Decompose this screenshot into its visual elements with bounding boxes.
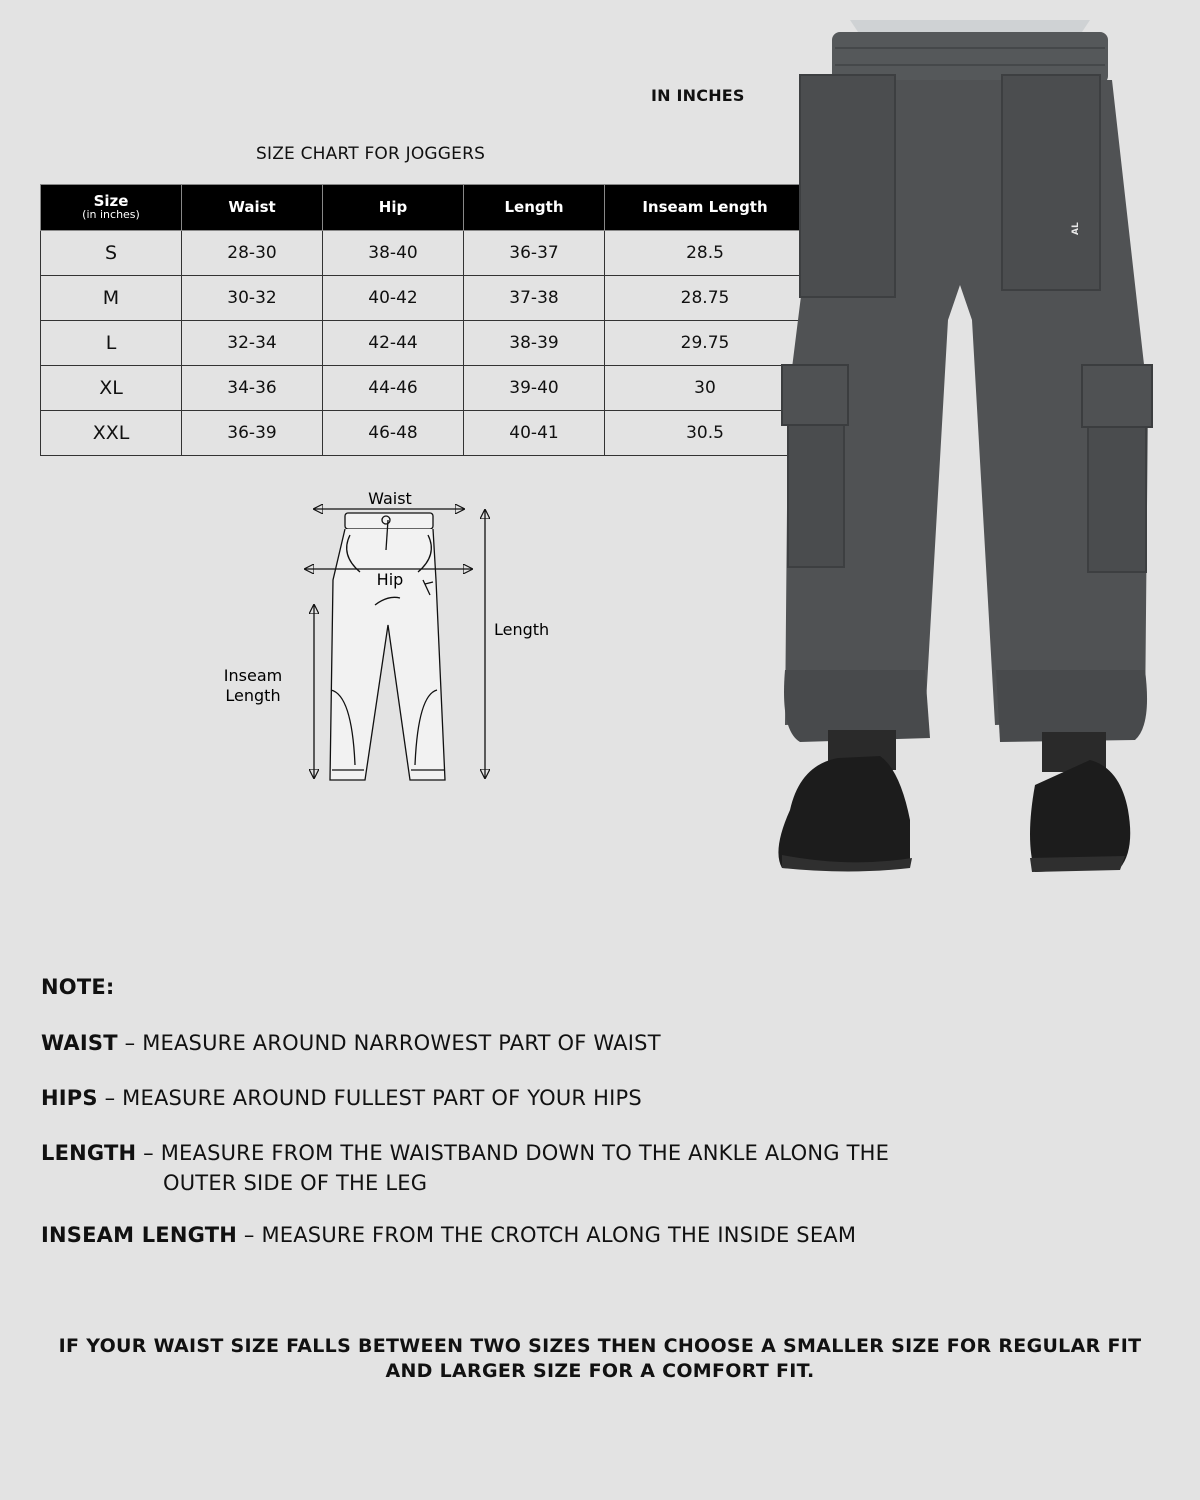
hip-cell: 46-48 (323, 411, 464, 456)
note-inseam (41, 1223, 856, 1247)
note-term: HIPS (41, 1086, 98, 1110)
waist-label: Waist (368, 489, 412, 508)
length-cell: 36-37 (464, 231, 605, 276)
sneakers-image (778, 730, 1130, 872)
note-term: LENGTH (41, 1141, 137, 1165)
measurement-diagram (200, 480, 580, 800)
size-cell: L (41, 321, 182, 366)
hip-cell: 38-40 (323, 231, 464, 276)
note-term: INSEAM LENGTH (41, 1223, 237, 1247)
note-desc: – MEASURE AROUND NARROWEST PART OF WAIST (117, 1031, 661, 1055)
length-cell: 39-40 (464, 366, 605, 411)
fit-advice: IF YOUR WAIST SIZE FALLS BETWEEN TWO SIZES THEN CHOOSE A SMALLER SIZE FOR REGULAR FIT AND LARGER SIZE FOR A COMFORT FIT. (58, 1335, 1142, 1382)
length-cell: 40-41 (464, 411, 605, 456)
table-row (41, 411, 806, 456)
table-row (41, 366, 806, 411)
hip-cell: 40-42 (323, 276, 464, 321)
inseam-cell: 28.75 (605, 276, 806, 321)
chart-title: SIZE CHART FOR JOGGERS (256, 144, 486, 164)
inseam-label-line1: Inseam (223, 666, 283, 685)
table-row (41, 276, 806, 321)
note-waist (41, 1031, 661, 1055)
note-hips (41, 1086, 642, 1110)
units-label: IN INCHES (651, 86, 745, 105)
waist-cell: 34-36 (182, 366, 323, 411)
inseam-cell: 30 (605, 366, 806, 411)
note-length (41, 1141, 890, 1195)
length-cell: 37-38 (464, 276, 605, 321)
hip-label: Hip (376, 570, 404, 589)
inseam-label-line2: Length (225, 686, 281, 705)
header-waist: Waist (182, 185, 323, 231)
hip-cell: 44-46 (323, 366, 464, 411)
note-desc: – MEASURE FROM THE WAISTBAND DOWN TO THE ANKLE ALONG THE (136, 1141, 890, 1165)
inseam-cell: 28.5 (605, 231, 806, 276)
size-cell: S (41, 231, 182, 276)
note-desc: – MEASURE AROUND FULLEST PART OF YOUR HIPS (97, 1086, 642, 1110)
size-cell: XXL (41, 411, 182, 456)
note-desc: – MEASURE FROM THE CROTCH ALONG THE INSIDE SEAM (237, 1223, 857, 1247)
header-hip: Hip (323, 185, 464, 231)
table-row (41, 321, 806, 366)
inseam-cell: 29.75 (605, 321, 806, 366)
header-size-label: Size (93, 192, 129, 210)
notes-heading: NOTE: (41, 975, 115, 999)
header-inseam: Inseam Length (605, 185, 806, 231)
size-cell: XL (41, 366, 182, 411)
length-label: Length (494, 620, 550, 639)
length-cell: 38-39 (464, 321, 605, 366)
note-desc-continued: OUTER SIDE OF THE LEG (163, 1171, 428, 1195)
waist-cell: 28-30 (182, 231, 323, 276)
waist-cell: 36-39 (182, 411, 323, 456)
table-row (41, 231, 806, 276)
waist-cell: 32-34 (182, 321, 323, 366)
hip-cell: 42-44 (323, 321, 464, 366)
size-cell: M (41, 276, 182, 321)
header-length: Length (464, 185, 605, 231)
joggers-image (782, 32, 1152, 742)
pants-sketch (330, 513, 445, 780)
svg-text:AL: AL (1071, 222, 1081, 235)
inseam-cell: 30.5 (605, 411, 806, 456)
waist-cell: 30-32 (182, 276, 323, 321)
size-chart-table (40, 184, 806, 456)
note-term: WAIST (41, 1031, 118, 1055)
table-header-row (41, 185, 806, 231)
header-size-sub: (in inches) (82, 208, 140, 221)
header-size (41, 185, 182, 231)
product-photo (760, 20, 1180, 880)
